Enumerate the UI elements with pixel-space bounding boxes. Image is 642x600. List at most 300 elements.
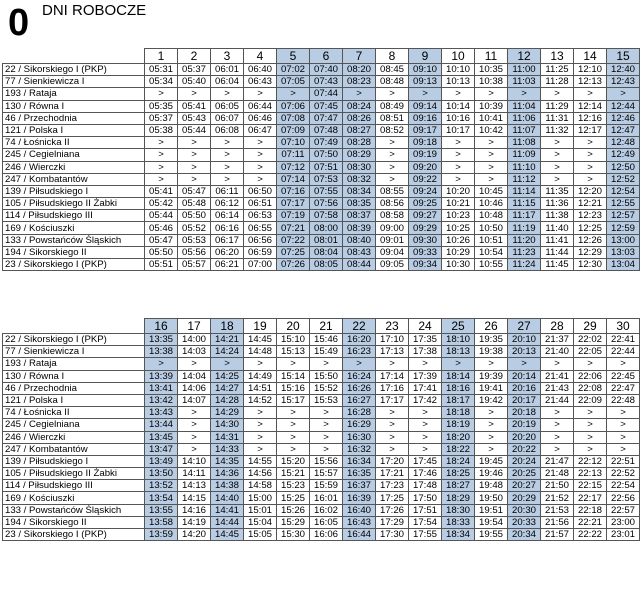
- departure-time: 06:01: [211, 64, 244, 76]
- departure-time: >: [211, 173, 244, 185]
- departure-time: 06:43: [244, 76, 277, 88]
- departure-time: 09:05: [376, 259, 409, 271]
- departure-time: 09:01: [376, 234, 409, 246]
- departure-time: 11:00: [508, 64, 541, 76]
- departure-time: >: [574, 137, 607, 149]
- departure-time: 09:20: [409, 161, 442, 173]
- table-row: [3, 76, 640, 88]
- stop-name: 114 / Piłsudskiego III: [3, 480, 145, 492]
- departure-time: >: [376, 407, 409, 419]
- departure-time: 15:20: [277, 455, 310, 467]
- departure-time: 16:24: [343, 370, 376, 382]
- departure-time: 07:44: [310, 88, 343, 100]
- header-blank-cell: [3, 49, 145, 64]
- departure-time: >: [409, 407, 442, 419]
- table-row: [3, 382, 640, 394]
- departure-time: >: [409, 431, 442, 443]
- departure-time: 22:51: [607, 455, 640, 467]
- departure-time: 22:52: [607, 468, 640, 480]
- departure-time: 07:00: [244, 259, 277, 271]
- departure-time: 15:23: [277, 480, 310, 492]
- departure-time: >: [310, 419, 343, 431]
- departure-time: 15:52: [310, 382, 343, 394]
- departure-time: 05:37: [145, 112, 178, 124]
- departure-time: 08:27: [343, 124, 376, 136]
- departure-time: 08:35: [343, 198, 376, 210]
- departure-time: 17:41: [409, 382, 442, 394]
- departure-time: 07:26: [277, 259, 310, 271]
- course-number: 12: [508, 49, 541, 64]
- departure-time: >: [310, 431, 343, 443]
- departure-time: 15:59: [310, 480, 343, 492]
- departure-time: 17:16: [376, 382, 409, 394]
- departure-time: 22:09: [574, 394, 607, 406]
- departure-time: 11:14: [508, 185, 541, 197]
- course-number: 27: [508, 319, 541, 334]
- table-row: [3, 198, 640, 210]
- departure-time: 10:55: [475, 259, 508, 271]
- departure-time: 05:56: [178, 246, 211, 258]
- departure-time: 08:51: [376, 112, 409, 124]
- departure-time: 08:39: [343, 222, 376, 234]
- departure-time: 22:48: [607, 394, 640, 406]
- departure-time: 14:10: [178, 455, 211, 467]
- departure-time: >: [178, 173, 211, 185]
- departure-time: >: [178, 88, 211, 100]
- departure-time: 17:30: [376, 529, 409, 541]
- departure-time: 09:10: [409, 64, 442, 76]
- departure-time: 21:56: [541, 516, 574, 528]
- departure-time: 17:13: [376, 346, 409, 358]
- departure-time: 14:55: [244, 455, 277, 467]
- departure-time: >: [475, 161, 508, 173]
- departure-time: >: [574, 358, 607, 370]
- departure-time: >: [442, 173, 475, 185]
- departure-time: 15:53: [310, 394, 343, 406]
- departure-time: 23:01: [607, 529, 640, 541]
- departure-time: 17:20: [376, 455, 409, 467]
- departure-time: >: [475, 419, 508, 431]
- departure-time: 21:48: [541, 468, 574, 480]
- departure-time: >: [277, 358, 310, 370]
- departure-time: 08:56: [376, 198, 409, 210]
- departure-time: 14:15: [178, 492, 211, 504]
- departure-time: 07:12: [277, 161, 310, 173]
- departure-time: 13:43: [145, 407, 178, 419]
- departure-time: 15:26: [277, 504, 310, 516]
- departure-time: 16:44: [343, 529, 376, 541]
- departure-time: >: [475, 431, 508, 443]
- departure-time: 17:23: [376, 480, 409, 492]
- departure-time: 14:11: [178, 468, 211, 480]
- departure-time: 14:03: [178, 346, 211, 358]
- departure-time: 08:37: [343, 210, 376, 222]
- course-number: 6: [310, 49, 343, 64]
- course-number: 10: [442, 49, 475, 64]
- departure-time: 09:25: [409, 198, 442, 210]
- stop-name: 74 / Łośnicka II: [3, 407, 145, 419]
- departure-time: 14:31: [211, 431, 244, 443]
- departure-time: 10:50: [475, 222, 508, 234]
- table-row: [3, 149, 640, 161]
- departure-time: 05:44: [145, 210, 178, 222]
- course-number: 8: [376, 49, 409, 64]
- departure-time: 17:42: [409, 394, 442, 406]
- departure-time: 06:44: [244, 100, 277, 112]
- departure-time: 05:43: [178, 112, 211, 124]
- table-row: [3, 480, 640, 492]
- departure-time: 12:46: [607, 112, 640, 124]
- departure-time: 19:41: [475, 382, 508, 394]
- departure-time: 05:41: [178, 100, 211, 112]
- departure-time: 18:33: [442, 516, 475, 528]
- departure-time: 07:16: [277, 185, 310, 197]
- departure-time: 11:28: [541, 76, 574, 88]
- departure-time: 09:00: [376, 222, 409, 234]
- departure-time: >: [145, 137, 178, 149]
- departure-time: 22:44: [607, 346, 640, 358]
- departure-time: >: [574, 431, 607, 443]
- departure-time: >: [541, 419, 574, 431]
- departure-time: 08:58: [376, 210, 409, 222]
- departure-time: 05:46: [145, 222, 178, 234]
- table-row: [3, 516, 640, 528]
- departure-time: 10:10: [442, 64, 475, 76]
- course-number: 14: [574, 49, 607, 64]
- departure-time: 11:32: [541, 124, 574, 136]
- departure-time: >: [574, 419, 607, 431]
- departure-time: 07:56: [310, 198, 343, 210]
- departure-time: 22:45: [607, 370, 640, 382]
- departure-time: 18:34: [442, 529, 475, 541]
- departure-time: 15:10: [277, 334, 310, 346]
- departure-time: 20:14: [508, 370, 541, 382]
- departure-time: 07:45: [310, 100, 343, 112]
- departure-time: >: [244, 173, 277, 185]
- departure-time: 05:50: [178, 210, 211, 222]
- stop-name: 77 / Sienkiewicza I: [3, 346, 145, 358]
- table-row: [3, 64, 640, 76]
- departure-time: >: [442, 161, 475, 173]
- departure-time: 16:27: [343, 394, 376, 406]
- header-blank-cell: [3, 319, 145, 334]
- departure-time: 13:47: [145, 443, 178, 455]
- stop-name: 74 / Łośnicka II: [3, 137, 145, 149]
- departure-time: 16:35: [343, 468, 376, 480]
- stop-name: 133 / Powstańców Śląskich: [3, 504, 145, 516]
- departure-time: 08:34: [343, 185, 376, 197]
- departure-time: 06:55: [244, 222, 277, 234]
- departure-time: 14:44: [211, 516, 244, 528]
- departure-time: >: [145, 161, 178, 173]
- departure-time: 19:48: [475, 480, 508, 492]
- departure-time: 17:48: [409, 480, 442, 492]
- table-row: [3, 529, 640, 541]
- departure-time: >: [178, 443, 211, 455]
- course-number-row: [3, 49, 640, 64]
- departure-time: 17:39: [409, 370, 442, 382]
- departure-time: 17:10: [376, 334, 409, 346]
- departure-time: 17:14: [376, 370, 409, 382]
- departure-time: 12:26: [574, 234, 607, 246]
- departure-time: >: [310, 443, 343, 455]
- course-number: 29: [574, 319, 607, 334]
- departure-time: >: [244, 431, 277, 443]
- departure-time: >: [244, 443, 277, 455]
- departure-time: >: [574, 88, 607, 100]
- departure-time: 07:02: [277, 64, 310, 76]
- departure-time: 06:11: [211, 185, 244, 197]
- departure-time: 07:10: [277, 137, 310, 149]
- departure-time: 05:38: [145, 124, 178, 136]
- table-row: [3, 455, 640, 467]
- departure-time: 22:54: [607, 480, 640, 492]
- departure-time: 18:18: [442, 407, 475, 419]
- departure-time: 12:10: [574, 64, 607, 76]
- departure-time: 10:48: [475, 210, 508, 222]
- departure-time: >: [244, 161, 277, 173]
- departure-time: 08:45: [376, 64, 409, 76]
- departure-time: 11:31: [541, 112, 574, 124]
- departure-time: 12:57: [607, 210, 640, 222]
- table-row: [3, 407, 640, 419]
- departure-time: >: [145, 88, 178, 100]
- departure-time: 14:13: [178, 480, 211, 492]
- departure-time: 20:13: [508, 346, 541, 358]
- stop-name: 23 / Sikorskiego I (PKP): [3, 259, 145, 271]
- departure-time: 08:30: [343, 161, 376, 173]
- stop-name: 245 / Cegielniana: [3, 149, 145, 161]
- departure-time: >: [178, 149, 211, 161]
- departure-time: 07:19: [277, 210, 310, 222]
- departure-time: 13:54: [145, 492, 178, 504]
- departure-time: 17:50: [409, 492, 442, 504]
- departure-time: 17:54: [409, 516, 442, 528]
- departure-time: 20:34: [508, 529, 541, 541]
- table-row: [3, 246, 640, 258]
- departure-time: 20:20: [508, 431, 541, 443]
- departure-time: 11:07: [508, 124, 541, 136]
- departure-time: >: [145, 358, 178, 370]
- departure-time: 12:47: [607, 124, 640, 136]
- course-number: 21: [310, 319, 343, 334]
- departure-time: 10:46: [475, 198, 508, 210]
- departure-time: >: [211, 161, 244, 173]
- departure-time: 16:37: [343, 480, 376, 492]
- course-number: 9: [409, 49, 442, 64]
- departure-time: 21:40: [541, 346, 574, 358]
- departure-time: 20:30: [508, 504, 541, 516]
- departure-time: >: [277, 443, 310, 455]
- departure-time: 12:54: [607, 185, 640, 197]
- departure-time: 14:41: [211, 504, 244, 516]
- departure-time: 13:50: [145, 468, 178, 480]
- departure-time: 08:52: [376, 124, 409, 136]
- departure-time: 19:54: [475, 516, 508, 528]
- departure-time: 08:44: [343, 259, 376, 271]
- departure-time: 21:41: [541, 370, 574, 382]
- departure-time: 05:51: [145, 259, 178, 271]
- departure-time: 06:59: [244, 246, 277, 258]
- departure-time: >: [541, 149, 574, 161]
- departure-time: 17:26: [376, 504, 409, 516]
- departure-time: 12:59: [607, 222, 640, 234]
- departure-time: 15:49: [310, 346, 343, 358]
- departure-time: 07:48: [310, 124, 343, 136]
- departure-time: >: [376, 161, 409, 173]
- departure-time: 21:52: [541, 492, 574, 504]
- departure-time: 14:38: [211, 480, 244, 492]
- departure-time: 18:16: [442, 382, 475, 394]
- departure-time: 11:04: [508, 100, 541, 112]
- departure-time: 17:55: [409, 529, 442, 541]
- departure-time: 11:08: [508, 137, 541, 149]
- departure-time: 08:00: [310, 222, 343, 234]
- departure-time: 08:29: [343, 149, 376, 161]
- departure-time: 11:20: [508, 234, 541, 246]
- departure-time: 14:52: [244, 394, 277, 406]
- stop-name: 194 / Sikorskiego II: [3, 246, 145, 258]
- table-row: [3, 259, 640, 271]
- departure-time: 10:42: [475, 124, 508, 136]
- departure-time: 05:44: [178, 124, 211, 136]
- departure-time: 19:42: [475, 394, 508, 406]
- course-number-row: [3, 319, 640, 334]
- departure-time: 07:05: [277, 76, 310, 88]
- departure-time: 18:17: [442, 394, 475, 406]
- departure-time: 20:19: [508, 419, 541, 431]
- stop-name: 130 / Równa I: [3, 100, 145, 112]
- departure-time: >: [145, 173, 178, 185]
- departure-time: >: [343, 88, 376, 100]
- departure-time: 22:06: [574, 370, 607, 382]
- departure-time: 07:53: [310, 173, 343, 185]
- table-row: [3, 210, 640, 222]
- departure-time: 20:18: [508, 407, 541, 419]
- stop-name: 77 / Sienkiewicza I: [3, 76, 145, 88]
- departure-time: >: [211, 137, 244, 149]
- course-number: 11: [475, 49, 508, 64]
- departure-time: 20:33: [508, 516, 541, 528]
- course-number: 23: [376, 319, 409, 334]
- departure-time: 13:55: [145, 504, 178, 516]
- departure-time: 15:46: [310, 334, 343, 346]
- departure-time: 05:57: [178, 259, 211, 271]
- departure-time: 07:09: [277, 124, 310, 136]
- departure-time: >: [310, 407, 343, 419]
- departure-time: >: [541, 161, 574, 173]
- departure-time: >: [442, 358, 475, 370]
- departure-time: >: [442, 137, 475, 149]
- departure-time: 18:24: [442, 455, 475, 467]
- course-number: 16: [145, 319, 178, 334]
- departure-time: >: [211, 149, 244, 161]
- departure-time: >: [541, 173, 574, 185]
- departure-time: 08:26: [343, 112, 376, 124]
- departure-time: 05:52: [178, 222, 211, 234]
- table-row: [3, 124, 640, 136]
- departure-time: 16:28: [343, 407, 376, 419]
- departure-time: >: [277, 88, 310, 100]
- timetable-morning: [2, 48, 640, 271]
- departure-time: 14:07: [178, 394, 211, 406]
- table-row: [3, 137, 640, 149]
- departure-time: 15:05: [244, 529, 277, 541]
- departure-time: 14:20: [178, 529, 211, 541]
- departure-time: 08:49: [376, 100, 409, 112]
- departure-time: 13:38: [145, 346, 178, 358]
- departure-time: 21:53: [541, 504, 574, 516]
- departure-time: 10:14: [442, 100, 475, 112]
- departure-time: 09:18: [409, 137, 442, 149]
- departure-time: 13:04: [607, 259, 640, 271]
- departure-time: 19:35: [475, 334, 508, 346]
- departure-time: 19:38: [475, 346, 508, 358]
- departure-time: >: [409, 443, 442, 455]
- departure-time: 14:00: [178, 334, 211, 346]
- departure-time: 08:01: [310, 234, 343, 246]
- departure-time: 11:38: [541, 210, 574, 222]
- departure-time: 13:03: [607, 246, 640, 258]
- departure-time: >: [409, 88, 442, 100]
- departure-time: 08:05: [310, 259, 343, 271]
- stop-name: 139 / Piłsudskiego I: [3, 185, 145, 197]
- departure-time: >: [475, 149, 508, 161]
- departure-time: 11:03: [508, 76, 541, 88]
- departure-time: >: [442, 149, 475, 161]
- stop-name: 121 / Polska I: [3, 124, 145, 136]
- course-number: 5: [277, 49, 310, 64]
- departure-time: >: [178, 137, 211, 149]
- departure-time: 12:50: [607, 161, 640, 173]
- departure-time: 09:16: [409, 112, 442, 124]
- departure-time: 12:44: [607, 100, 640, 112]
- departure-time: 16:40: [343, 504, 376, 516]
- departure-time: 18:25: [442, 468, 475, 480]
- departure-time: 19:50: [475, 492, 508, 504]
- departure-time: 10:30: [442, 259, 475, 271]
- departure-time: 17:21: [376, 468, 409, 480]
- departure-time: 06:04: [211, 76, 244, 88]
- departure-time: >: [508, 358, 541, 370]
- departure-time: >: [574, 149, 607, 161]
- departure-time: 16:23: [343, 346, 376, 358]
- departure-time: 22:56: [607, 492, 640, 504]
- departure-time: 09:14: [409, 100, 442, 112]
- departure-time: 20:29: [508, 492, 541, 504]
- departure-time: 06:21: [211, 259, 244, 271]
- departure-time: >: [244, 137, 277, 149]
- departure-time: >: [607, 407, 640, 419]
- course-number: 7: [343, 49, 376, 64]
- departure-time: 16:20: [343, 334, 376, 346]
- departure-time: 20:27: [508, 480, 541, 492]
- stop-name: 105 / Piłsudskiego II Żabki: [3, 468, 145, 480]
- departure-time: 06:40: [244, 64, 277, 76]
- departure-time: 22:05: [574, 346, 607, 358]
- departure-time: 07:08: [277, 112, 310, 124]
- table-row: [3, 334, 640, 346]
- departure-time: 18:20: [442, 431, 475, 443]
- departure-time: 11:09: [508, 149, 541, 161]
- departure-time: >: [475, 173, 508, 185]
- departure-time: 12:25: [574, 222, 607, 234]
- departure-time: 06:53: [244, 210, 277, 222]
- departure-time: 07:06: [277, 100, 310, 112]
- departure-time: 17:17: [376, 394, 409, 406]
- departure-time: 12:52: [607, 173, 640, 185]
- departure-time: 07:22: [277, 234, 310, 246]
